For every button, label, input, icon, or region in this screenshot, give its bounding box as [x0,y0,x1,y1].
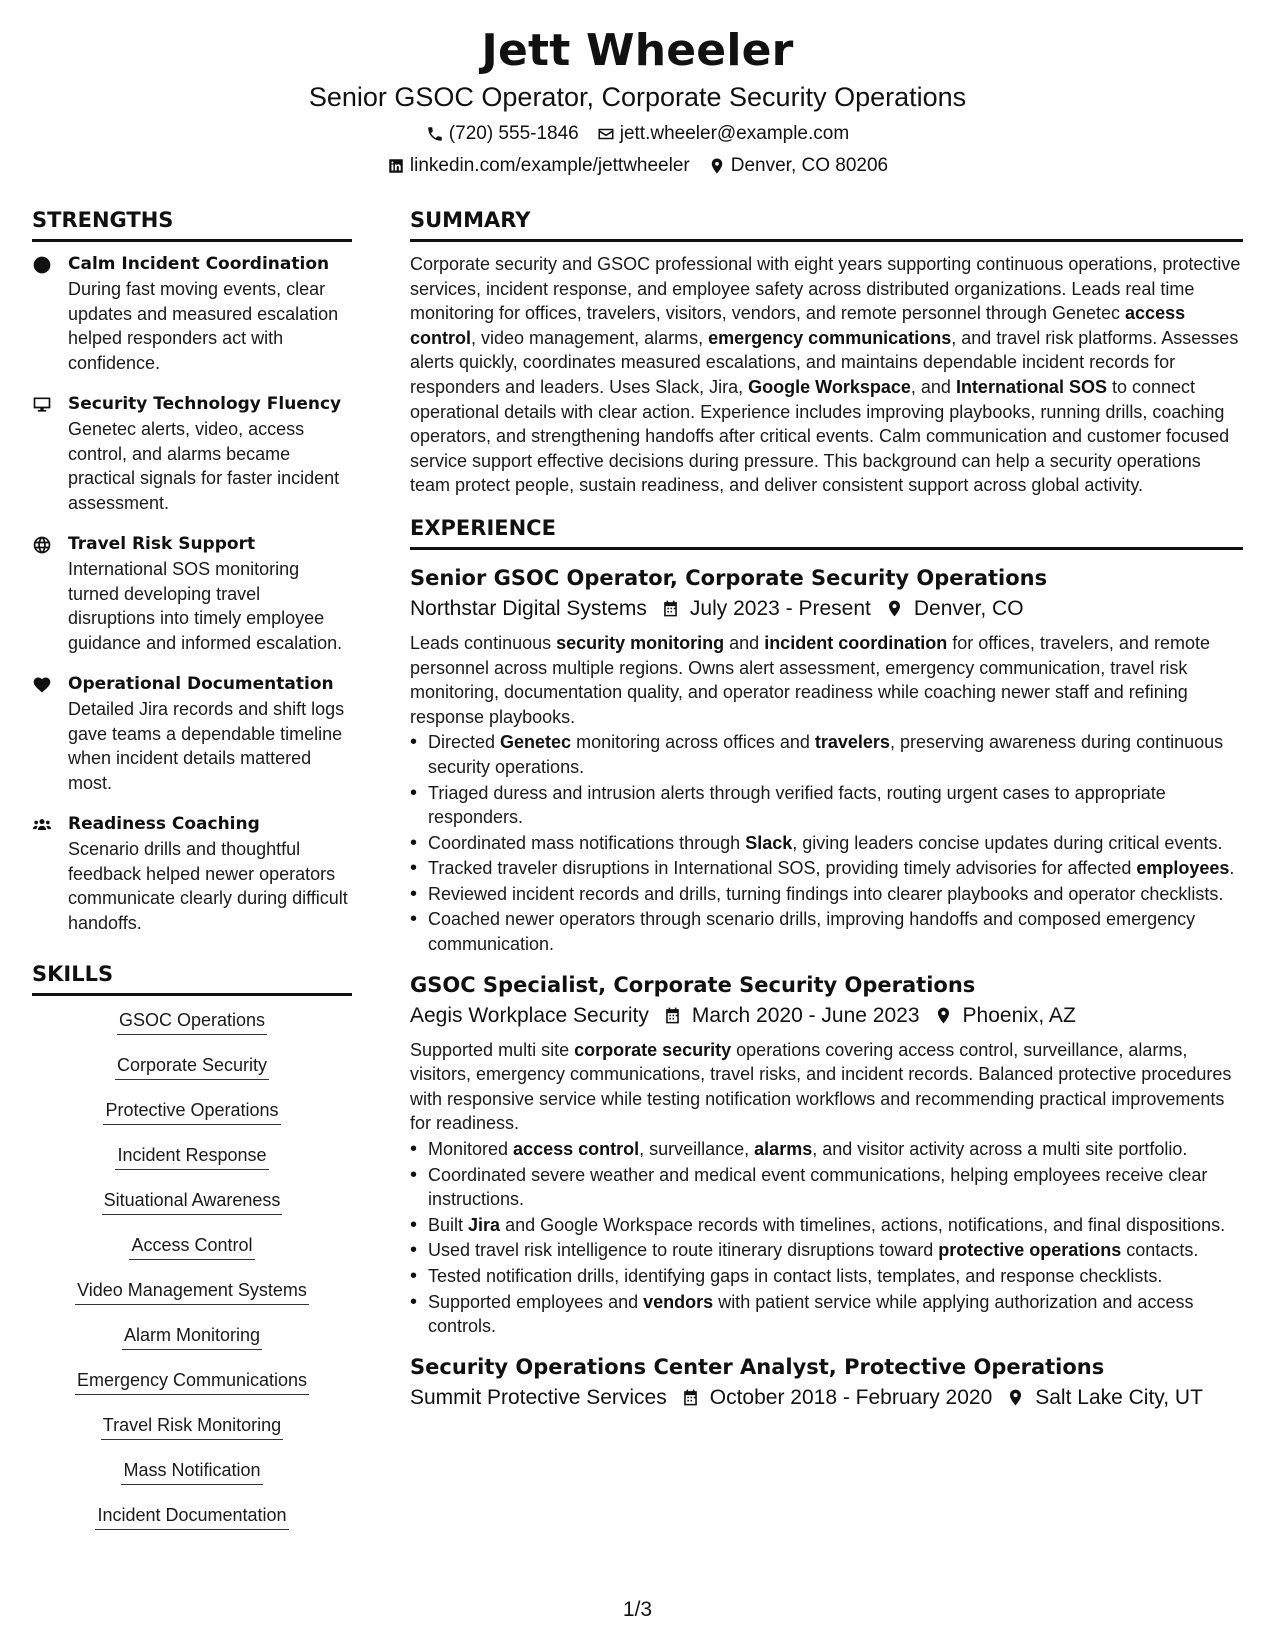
job-meta [410,1002,1243,1030]
skill-item: Emergency Communications [75,1368,309,1395]
strength-desc: International SOS monitoring turned developing travel disruptions into timely employee guidance and informed escalation. [68,559,343,653]
bullet-item: • Tracked traveler disruptions in International SOS, providing timely advisories for affected employees. [410,856,1243,881]
life-ring-icon [32,255,52,275]
job-dates-text: March 2020 - June 2023 [691,1003,920,1027]
left-column [32,205,352,1548]
skill-item: Video Management Systems [75,1278,309,1305]
job-dates [681,1384,993,1412]
bullet-item: • Coached newer operators through scenario drills, improving handoffs and composed emergency communication. [410,907,1243,956]
contact-row-1 [0,122,1275,146]
summary-text: Corporate security and GSOC professional with eight years supporting continuous operations, protective services, incident response, and employee safety across distributed organizations. Leads real time monitoring for offices, travelers, visitors, vendors, and remote personnel through Genetec access control, video management, alarms, emergency communications, and travel risk platforms. Assesses alerts quickly, coordinates measured escalations, and maintains dependable incident records for responders and leaders. Uses Slack, Jira, Google Workspace, and International SOS to connect operational details with clear action. Experience includes improving playbooks, running drills, coaching operators, and strengthening handoffs after critical events. Calm communication and customer focused service support effective decisions during pressure. This background can help a security operations team protect people, sustain readiness, and deliver consistent support across global activity. [410,254,1241,496]
bullet-item: • Monitored access control, surveillance, alarms, and visitor activity across a multi site portfolio. [410,1137,1243,1162]
job-location [934,1002,1076,1030]
resume-header [0,0,1275,178]
job-location [1006,1384,1203,1412]
bullet-item: • Coordinated mass notifications through Slack, giving leaders concise updates during critical events. [410,831,1243,856]
job-meta [410,1384,1243,1412]
desktop-icon [32,395,52,415]
map-marker-icon [708,157,726,175]
contact-phone [426,122,579,146]
job-bullets [410,730,1243,956]
strength-desc: Scenario drills and thoughtful feedback helped newer operators communicate clearly during difficult handoffs. [68,839,348,933]
job-dates-text: October 2018 - February 2020 [709,1385,993,1409]
candidate-name: Jett Wheeler [481,25,794,76]
right-column [410,205,1243,1412]
job-dates [661,595,871,623]
skills-list [32,1008,352,1548]
skills-heading: SKILLS [32,959,352,996]
bullet-item: • Supported employees and vendors with patient service while applying authorization and access controls. [410,1290,1243,1339]
strength-title: Calm Incident Coordination [68,254,330,274]
experience-heading: EXPERIENCE [410,513,1243,550]
job-entry [410,564,1243,957]
job-company: Aegis Workplace Security [410,1003,649,1027]
strength-item [32,812,352,935]
job-description: Leads continuous security monitoring and incident coordination for offices, travelers, and remote personnel across multiple regions. Owns alert assessment, emergency communication, travel risk monitoring, documentation quality, and operator readiness while coaching newer staff and refining response playbooks. [410,632,1210,727]
bullet-item: • Triaged duress and intrusion alerts through verified facts, routing urgent cases to appropriate responders. [410,781,1243,830]
strength-title: Operational Documentation [68,674,334,694]
skill-item: Access Control [129,1233,254,1260]
bullet-item: • Built Jira and Google Workspace records with timelines, actions, notifications, and final dispositions. [410,1213,1243,1238]
bullet-item: • Used travel risk intelligence to route itinerary disruptions toward protective operations contacts. [410,1238,1243,1263]
linkedin-icon [387,157,405,175]
skill-item: Incident Response [115,1143,268,1170]
job-location-text: Salt Lake City, UT [1035,1385,1203,1409]
skill-item: Travel Risk Monitoring [101,1413,283,1440]
skill-item: Alarm Monitoring [122,1323,262,1350]
map-marker-icon [885,599,904,618]
strength-item [32,392,352,515]
contact-email[interactable] [597,122,849,146]
phone-icon [426,125,444,143]
page-number: 1/3 [622,1598,653,1621]
calendar-icon [661,599,680,618]
job-title: Senior GSOC Operator, Corporate Security Operations [410,565,1048,590]
users-icon [32,815,52,835]
job-entry [410,1353,1243,1412]
job-meta [410,595,1243,623]
contact-row-2 [0,154,1275,178]
map-marker-icon [934,1006,953,1025]
heart-icon [32,675,52,695]
strength-title: Travel Risk Support [68,534,256,554]
email-text[interactable]: jett.wheeler@example.com [619,123,850,144]
strength-desc: During fast moving events, clear updates and measured escalation helped responders act with confidence. [68,279,339,373]
job-entry [410,971,1243,1339]
strength-desc: Genetec alerts, video, access control, and alarms became practical signals for faster incident assessment. [68,419,340,513]
strength-desc: Detailed Jira records and shift logs gave teams a dependable timeline when incident details mattered most. [68,699,345,793]
contact-location [708,154,888,178]
job-dates [663,1002,920,1030]
job-dates-text: July 2023 - Present [689,596,871,620]
contact-linkedin[interactable] [387,154,690,178]
job-location-text: Denver, CO [913,596,1024,620]
bullet-item: • Reviewed incident records and drills, turning findings into clearer playbooks and operator checklists. [410,882,1243,907]
skill-item: Protective Operations [103,1098,280,1125]
job-company: Northstar Digital Systems [410,596,647,620]
bullet-item: • Tested notification drills, identifying gaps in contact lists, templates, and response checklists. [410,1264,1243,1289]
strength-item [32,672,352,795]
strength-item [32,532,352,655]
skill-item: GSOC Operations [117,1008,267,1035]
job-title: Security Operations Center Analyst, Protective Operations [410,1354,1105,1379]
skill-item: Incident Documentation [95,1503,288,1530]
phone-text: (720) 555-1846 [448,123,579,144]
summary-heading: SUMMARY [410,205,1243,242]
skill-item: Corporate Security [115,1053,269,1080]
envelope-icon [597,125,615,143]
strength-item [32,252,352,375]
location-text: Denver, CO 80206 [730,155,889,176]
job-bullets [410,1137,1243,1339]
job-company: Summit Protective Services [410,1385,667,1409]
map-marker-icon [1006,1388,1025,1407]
strengths-heading: STRENGTHS [32,205,352,242]
calendar-icon [681,1388,700,1407]
job-title: GSOC Specialist, Corporate Security Operations [410,972,976,997]
globe-icon [32,535,52,555]
candidate-headline: Senior GSOC Operator, Corporate Security Operations [308,82,967,112]
bullet-item: • Coordinated severe weather and medical event communications, helping employees receive clear instructions. [410,1163,1243,1212]
linkedin-text[interactable]: linkedin.com/example/jettwheeler [409,155,690,176]
bullet-item: • Directed Genetec monitoring across offices and travelers, preserving awareness during continuous security operations. [410,730,1243,779]
skill-item: Situational Awareness [102,1188,283,1215]
job-location [885,595,1024,623]
job-description: Supported multi site corporate security operations covering access control, surveillance, alarms, visitors, emergency communications, travel risks, and incident records. Balanced protective procedures with responsive service while testing notification workflows and recommending practical improvements for readiness. [410,1039,1232,1134]
strength-title: Security Technology Fluency [68,394,342,414]
job-location-text: Phoenix, AZ [962,1003,1076,1027]
strength-title: Readiness Coaching [68,814,260,834]
calendar-icon [663,1006,682,1025]
skill-item: Mass Notification [121,1458,262,1485]
strengths-list [32,252,352,935]
